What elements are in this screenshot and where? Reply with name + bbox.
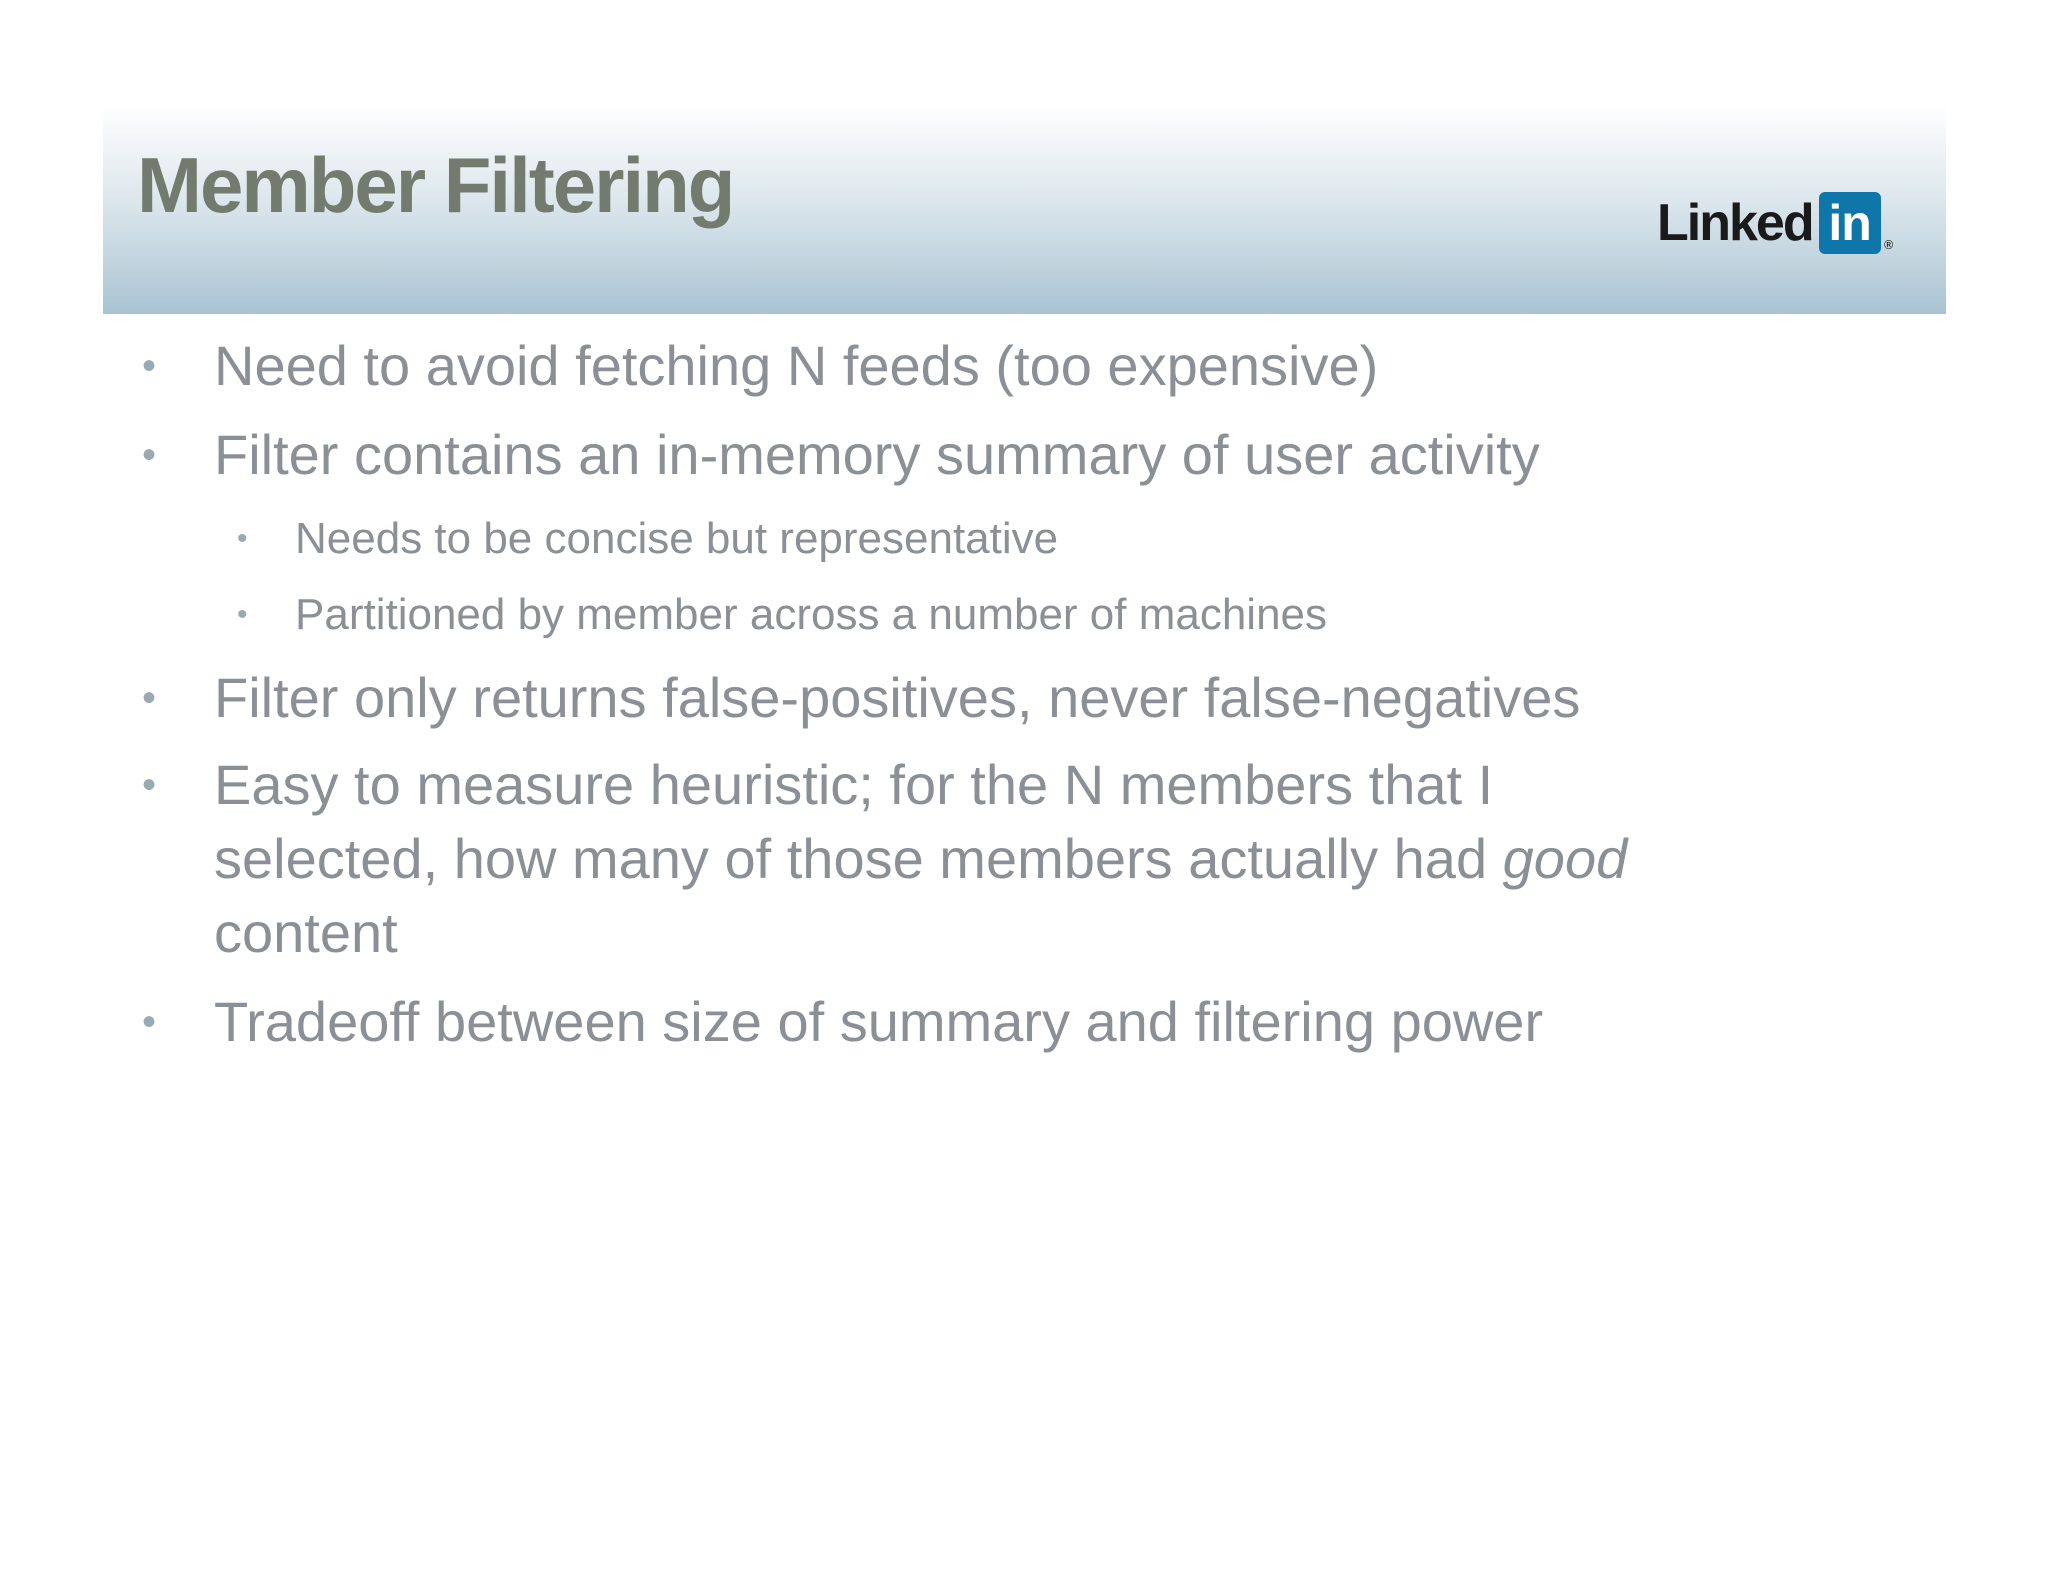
bullet-dot-icon: • [237, 522, 248, 555]
registered-mark: ® [1882, 238, 1895, 252]
bullet-dot-icon: • [142, 763, 157, 807]
sub-bullet-item [237, 510, 1059, 568]
bullet-line-2 [214, 822, 1627, 896]
emphasis-good: good [1502, 827, 1628, 890]
bullet-dot-icon: • [237, 598, 248, 631]
bullet-dot-icon: • [142, 676, 157, 720]
bullet-item [142, 985, 1544, 1059]
bullet-line-2-text: selected, how many of those members actually had [214, 827, 1503, 890]
bullet-text: Needs to be concise but representative [295, 514, 1059, 563]
sub-bullet-item [237, 586, 1328, 644]
bullet-dot-icon: • [142, 1000, 157, 1044]
bullet-dot-icon: • [142, 344, 157, 388]
bullet-text: Filter only returns false-positives, never false-negatives [214, 666, 1581, 729]
logo-in-text: in [1828, 195, 1871, 251]
bullet-text: Filter contains an in-memory summary of user activity [214, 423, 1540, 486]
linkedin-logo [1657, 190, 1895, 256]
bullet-text: Need to avoid fetching N feeds (too expensive) [214, 334, 1379, 397]
bullet-item [142, 661, 1581, 735]
bullet-item [142, 418, 1540, 492]
bullet-dot-icon: • [142, 433, 157, 477]
bullet-text: Partitioned by member across a number of machines [295, 590, 1328, 639]
logo-wordmark: Linked [1657, 194, 1813, 252]
bullet-item [142, 748, 1628, 970]
bullet-line-1: Easy to measure heuristic; for the N members that I [214, 753, 1494, 816]
bullet-item [142, 329, 1379, 403]
slide-title: Member Filtering [137, 141, 734, 229]
bullet-line-3: content [214, 901, 398, 964]
bullet-text: Tradeoff between size of summary and filtering power [214, 990, 1544, 1053]
logo-in-box [1819, 192, 1881, 254]
